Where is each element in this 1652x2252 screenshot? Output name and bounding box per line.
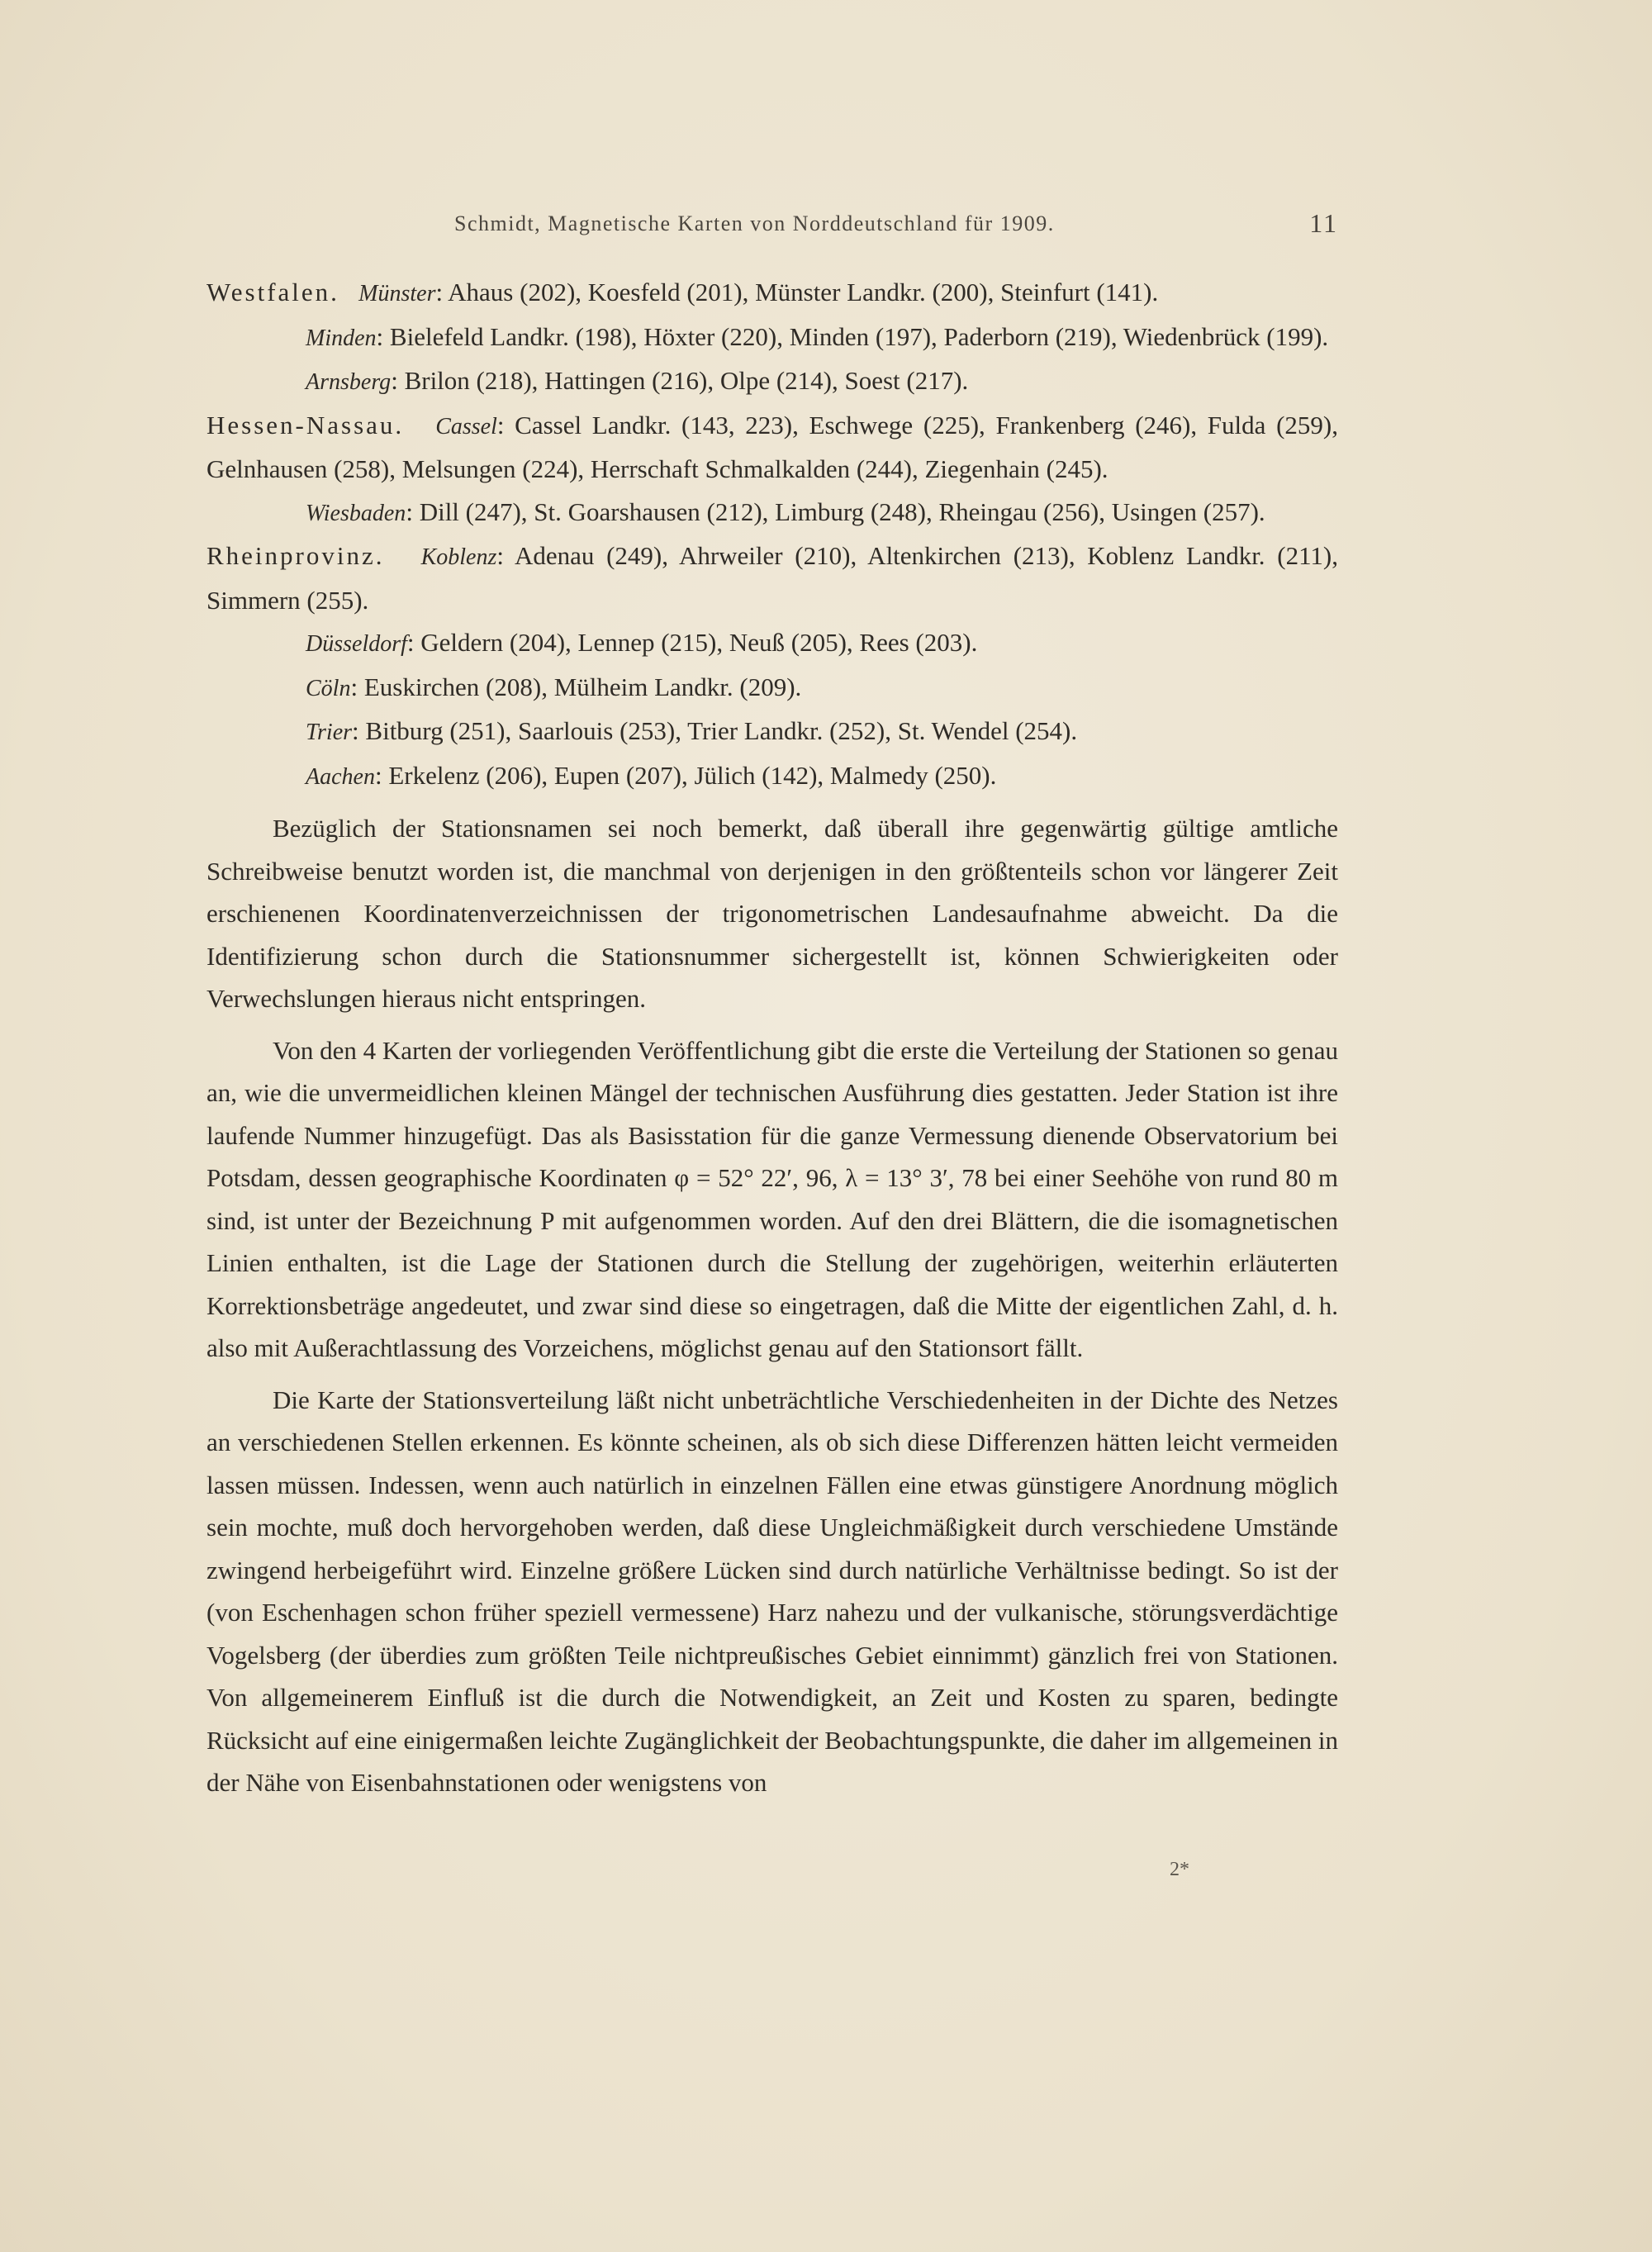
region-stations: Adenau (249), Ahrweiler (210), Altenkirchen (213), Koblenz Landkr. (211), Simmern (255). bbox=[206, 541, 1338, 615]
region-stations: Brilon (218), Hattingen (216), Olpe (214), Soest (217). bbox=[404, 366, 969, 395]
region-coeln: Cöln: Euskirchen (208), Mülheim Landkr. (209). bbox=[306, 672, 802, 701]
province-rheinprovinz: Rheinprovinz. Koblenz: Adenau (249), Ahrweiler (210), Altenkirchen (213), Koblenz Landkr. (211), Simmern (255). bbox=[206, 541, 1338, 615]
province-name: Hessen-Nassau. bbox=[206, 410, 405, 439]
province-hessen-nassau: Hessen-Nassau. Cassel: Cassel Landkr. (143, 223), Eschwege (225), Frankenberg (246), Fulda (259), Gelnhausen (258), Melsungen (224), Herrschaft Schmalkalden (244), Ziegenhain (245). bbox=[206, 410, 1338, 483]
region-stations: Ahaus (202), Koesfeld (201), Münster Landkr. (200), Steinfurt (141). bbox=[448, 278, 1159, 306]
region-stations: Bielefeld Landkr. (198), Höxter (220), Minden (197), Paderborn (219), Wiedenbrück (199). bbox=[389, 321, 1329, 351]
region-arnsberg: Arnsberg: Brilon (218), Hattingen (216), Olpe (214), Soest (217). bbox=[306, 366, 969, 395]
region-stations: Erkelenz (206), Eupen (207), Jülich (142), Malmedy (250). bbox=[388, 760, 997, 790]
region-wiesbaden: Wiesbaden: Dill (247), St. Goarshausen (212), Limburg (248), Rheingau (256), Usingen (257). bbox=[306, 496, 1265, 526]
province-westfalen: Westfalen. Münster: Ahaus (202), Koesfeld (201), Münster Landkr. (200), Steinfurt (141). bbox=[206, 278, 1159, 306]
province-name: Rheinprovinz. bbox=[206, 541, 385, 570]
region-trier: Trier: Bitburg (251), Saarlouis (253), Trier Landkr. (252), St. Wendel (254). bbox=[306, 716, 1078, 745]
region-duesseldorf: Düsseldorf: Geldern (204), Lennep (215), Neuß (205), Rees (203). bbox=[306, 628, 978, 657]
body-paragraph: Bezüglich der Stationsnamen sei noch bemerkt, daß überall ihre gegenwärtig gültige amtliche Schreibweise benutzt worden ist, die manchmal von derjenigen in den größtenteils schon vor längerer Zeit erschienenen Koordinatenverzeichnissen der trigonometrischen Landesaufnahme abweicht. Da die Identifizierung schon durch die Stationsnummer sichergestellt ist, können Schwierigkeiten oder Verwechslungen hieraus nicht entspringen. bbox=[206, 814, 1338, 1013]
region-label: Cassel bbox=[435, 413, 497, 439]
region-label: Minden bbox=[306, 325, 377, 351]
region-label: Arnsberg bbox=[306, 369, 392, 395]
region-stations: Geldern (204), Lennep (215), Neuß (205), Rees (203). bbox=[420, 628, 978, 657]
running-title: Schmidt, Magnetische Karten von Norddeutschland für 1909. bbox=[454, 211, 1055, 235]
province-name: Westfalen. bbox=[206, 278, 339, 306]
region-stations: Bitburg (251), Saarlouis (253), Trier Landkr. (252), St. Wendel (254). bbox=[365, 716, 1078, 745]
region-label: Cöln bbox=[306, 675, 351, 701]
region-label: Wiesbaden bbox=[306, 500, 406, 526]
region-label: Trier bbox=[306, 720, 353, 745]
region-aachen: Aachen: Erkelenz (206), Eupen (207), Jülich (142), Malmedy (250). bbox=[306, 760, 997, 790]
region-stations: Dill (247), St. Goarshausen (212), Limburg (248), Rheingau (256), Usingen (257). bbox=[419, 496, 1265, 526]
region-stations: Cassel Landkr. (143, 223), Eschwege (225), Frankenberg (246), Fulda (259), Gelnhausen (258), Melsungen (224), Herrschaft Schmalkalden (244), Ziegenhain (245). bbox=[206, 410, 1338, 483]
region-minden: Minden: Bielefeld Landkr. (198), Höxter (220), Minden (197), Paderborn (219), Wiedenbrück (199). bbox=[306, 321, 1329, 351]
region-label: Münster bbox=[358, 281, 436, 306]
region-label: Aachen bbox=[306, 763, 375, 790]
region-stations: Euskirchen (208), Mülheim Landkr. (209). bbox=[363, 672, 802, 701]
region-label: Düsseldorf bbox=[306, 631, 407, 657]
body-paragraph: Von den 4 Karten der vorliegenden Veröffentlichung gibt die erste die Verteilung der Stationen so genau an, wie die unvermeidlichen kleinen Mängel der technischen Ausführung dies gestatten. Jeder Station ist ihre laufende Nummer hinzugefügt. Das als Basisstation für die ganze Vermessung dienende Observatorium bei Potsdam, dessen geographische Koordinaten φ = 52° 22′, 96, λ = 13° 3′, 78 bei einer Seehöhe von rund 80 m sind, ist unter der Bezeichnung P mit aufgenommen worden. Auf den drei Blättern, die die isomagnetischen Linien enthalten, ist die Lage der Stationen durch die Stellung der zugehörigen, weiterhin erläuterten Korrektionsbeträge angedeutet, und zwar sind diese so eingetragen, daß die Mitte der eigentlichen Zahl, d. h. also mit Außerachtlassung des Vorzeichens, möglichst genau auf den Stationsort fällt. bbox=[206, 1035, 1338, 1362]
page-body bbox=[206, 271, 1338, 1804]
region-label: Koblenz bbox=[420, 544, 497, 570]
body-paragraph: Die Karte der Stationsverteilung läßt nicht unbeträchtliche Verschiedenheiten in der Dichte des Netzes an verschiedenen Stellen erkennen. Es könnte scheinen, als ob sich diese Differenzen hätten leicht vermeiden lassen müssen. Indessen, wenn auch natürlich in einzelnen Fällen eine etwas günstigere Anordnung möglich sein mochte, muß doch hervorgehoben werden, daß diese Ungleichmäßigkeit durch verschiedene Umstände zwingend herbeigeführt wird. Einzelne größere Lücken sind durch natürliche Verhältnisse bedingt. So ist der (von Eschenhagen schon früher speziell vermessene) Harz nahezu und der vulkanische, störungsverdächtige Vogelsberg (der überdies zum größten Teile nichtpreußisches Gebiet einnimmt) gänzlich frei von Stationen. Von allgemeinerem Einfluß ist die durch die Notwendigkeit, an Zeit und Kosten zu sparen, bedingte Rücksicht auf eine einigermaßen leichte Zugänglichkeit der Beobachtungspunkte, die daher im allgemeinen in der Nähe von Eisenbahnstationen oder wenigstens von bbox=[206, 1385, 1338, 1797]
page-number: 11 bbox=[1309, 208, 1338, 238]
signature-mark: 2* bbox=[1170, 1859, 1189, 1880]
